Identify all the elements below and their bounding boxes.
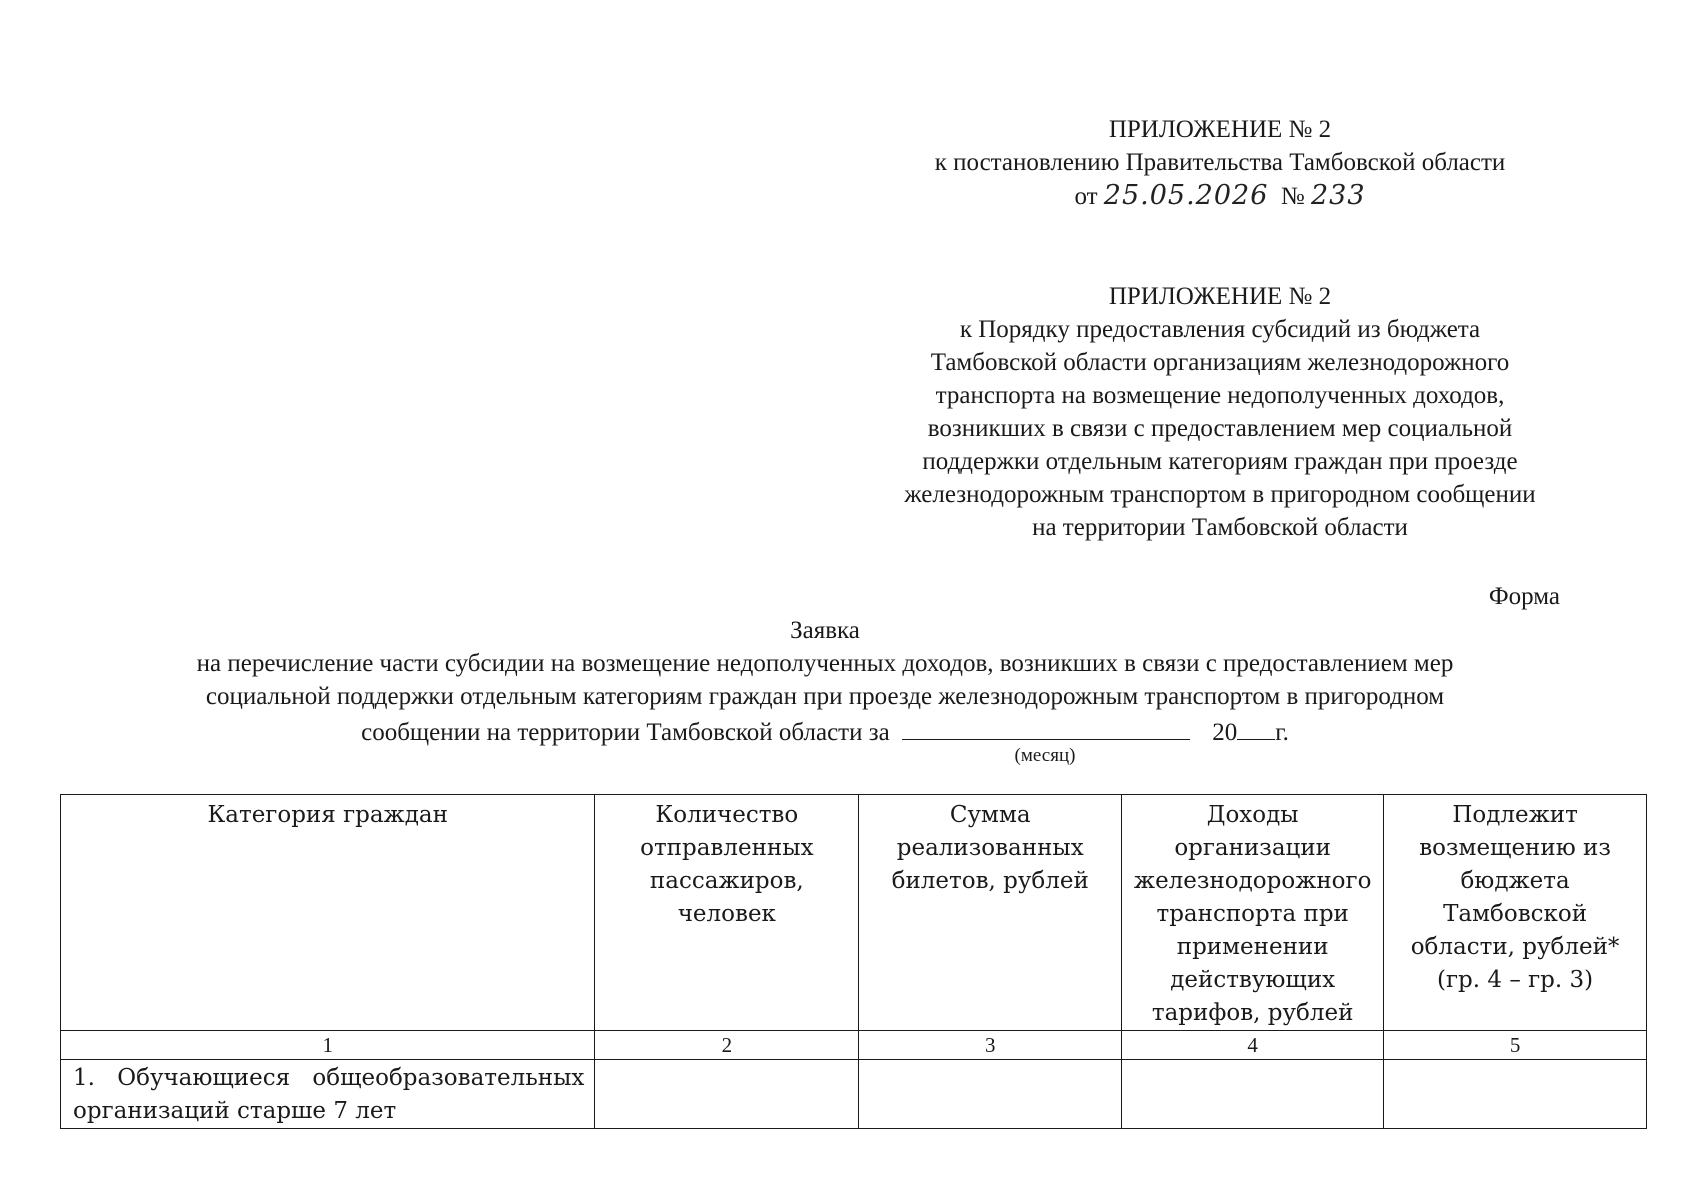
appendix-date-line [870, 179, 1570, 213]
appendix-header-resolution [870, 113, 1570, 213]
procedure-line: железнодорожным транспортом в пригородном сообщении [904, 481, 1536, 508]
request-title: Заявка [790, 617, 860, 644]
tickets-sum-cell[interactable] [859, 1060, 1122, 1129]
appendix-title: ПРИЛОЖЕНИЕ № 2 [1108, 283, 1332, 310]
column-number: 5 [1384, 1031, 1647, 1060]
column-number-row [61, 1031, 1647, 1060]
date-prefix: от [1074, 183, 1098, 210]
request-period-line [60, 713, 1590, 749]
year-blank-field[interactable] [1237, 713, 1275, 740]
compensation-cell[interactable] [1384, 1060, 1647, 1129]
column-number: 1 [61, 1031, 595, 1060]
appendix-title: ПРИЛОЖЕНИЕ № 2 [1108, 116, 1332, 143]
procedure-line: транспорта на возмещение недополученных доходов, [935, 382, 1505, 409]
year-prefix: 20 [1212, 719, 1238, 746]
header-passengers: Количество отправленных пассажиров, человек [595, 795, 859, 1031]
procedure-line: поддержки отдельным категориям граждан при проезде [922, 448, 1518, 475]
procedure-line: на территории Тамбовской области [1032, 514, 1408, 541]
handwritten-date: 25.05.2026 [1103, 180, 1269, 211]
income-cell[interactable] [1122, 1060, 1384, 1129]
column-number: 4 [1122, 1031, 1384, 1060]
request-table [60, 794, 1647, 1129]
table-row [61, 1060, 1647, 1129]
request-line: социальной поддержки отдельным категориям граждан при проезде железнодорожным транспортом в пригородном [205, 683, 1445, 710]
request-heading [60, 614, 1590, 749]
procedure-line: возникших в связи с предоставлением мер социальной [927, 415, 1513, 442]
request-line: на перечисление части субсидии на возмещение недополученных доходов, возникших в связи с предоставлением мер [196, 650, 1454, 677]
handwritten-number: 233 [1311, 180, 1366, 211]
appendix-resolution-line: к постановлению Правительства Тамбовской области [934, 149, 1506, 176]
procedure-line: Тамбовской области организациям железнодорожного [930, 349, 1510, 376]
appendix-header-procedure [850, 280, 1590, 544]
column-number: 3 [859, 1031, 1122, 1060]
request-period-text: сообщении на территории Тамбовской области за [361, 719, 890, 746]
category-cell: 1. Обучающиеся общеобразовательных организаций старше 7 лет [61, 1060, 595, 1129]
month-blank-field[interactable] [902, 713, 1190, 740]
number-prefix: № [1280, 183, 1305, 210]
table-header-row [61, 795, 1647, 1031]
month-hint: (месяц) [1014, 745, 1076, 766]
column-number: 2 [595, 1031, 859, 1060]
header-tickets-sum: Сумма реализованных билетов, рублей [859, 795, 1122, 1031]
header-compensation: Подлежит возмещению из бюджета Тамбовской области, рублей* (гр. 4 – гр. 3) [1384, 795, 1647, 1031]
year-suffix: г. [1275, 719, 1289, 746]
procedure-line: к Порядку предоставления субсидий из бюджета [959, 316, 1481, 343]
header-category: Категория граждан [61, 795, 595, 1031]
passengers-cell[interactable] [595, 1060, 859, 1129]
form-label: Форма [1488, 583, 1560, 610]
header-income: Доходы организации железнодорожного транспорта при применении действующих тарифов, рублей [1122, 795, 1384, 1031]
